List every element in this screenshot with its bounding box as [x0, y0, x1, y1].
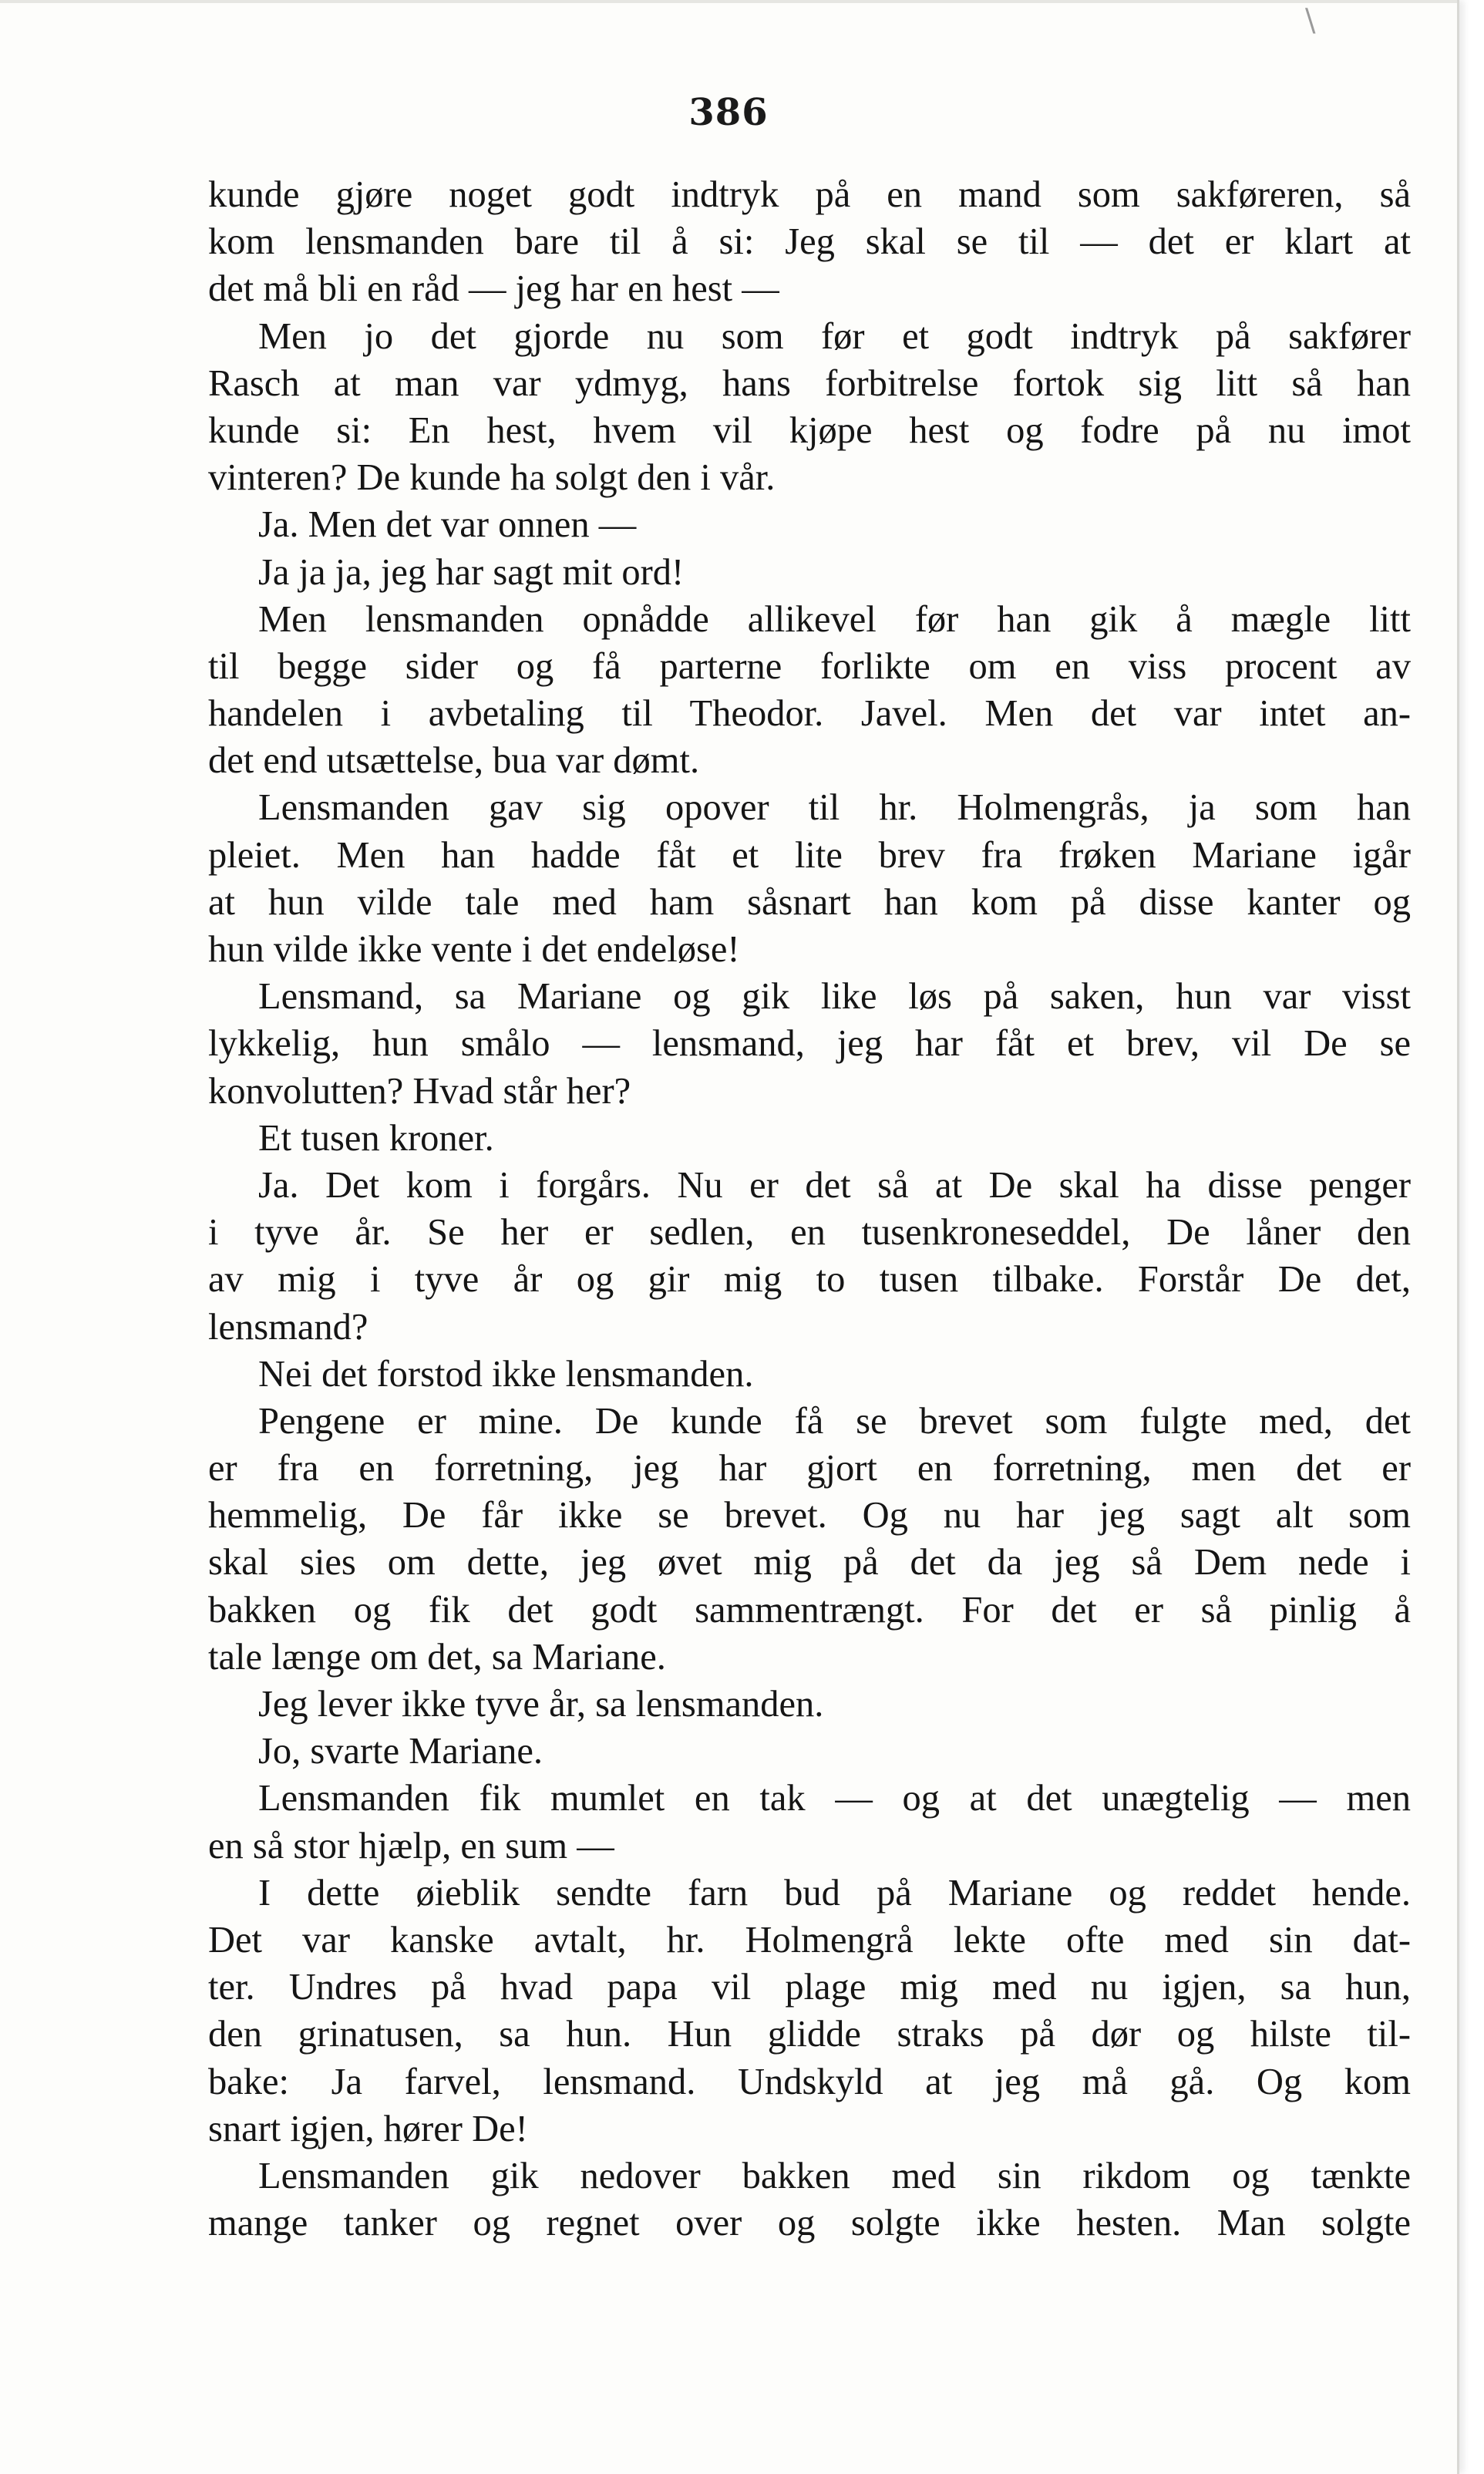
text-line: er fra en forretning, jeg har gjort en forretning, men det er [208, 1448, 1411, 1489]
text-line: I dette øieblik sendte farn bud på Mariane og reddet hende. [258, 1872, 1411, 1914]
text-line: mange tanker og regnet over og solgte ikke hesten. Man solgte [208, 2203, 1411, 2244]
text-line: kunde gjøre noget godt indtryk på en mand som sakføreren, så [208, 174, 1411, 215]
text-line: hemmelig, De får ikke se brevet. Og nu har jeg sagt alt som [208, 1495, 1411, 1537]
text-line: snart igjen, hører De! [208, 2108, 528, 2149]
text-line: at hun vilde tale med ham såsnart han kom på disse kanter og [208, 881, 1411, 923]
text-line: kunde si: En hest, hvem vil kjøpe hest og fodre på nu imot [208, 409, 1411, 451]
corner-pencil-mark: \ [1305, 3, 1316, 39]
text-line: pleiet. Men han hadde fåt et lite brev fra frøken Mariane igår [208, 834, 1411, 876]
text-line: av mig i tyve år og gir mig to tusen tilbake. Forstår De det, [208, 1259, 1411, 1301]
text-line: Ja. Men det var onnen — [258, 504, 637, 546]
text-line: Jeg lever ikke tyve år, sa lensmanden. [258, 1684, 824, 1725]
text-line: Lensmanden gik nedover bakken med sin rikdom og tænkte [258, 2155, 1411, 2196]
text-line: Ja ja ja, jeg har sagt mit ord! [258, 551, 685, 593]
text-line: Men jo det gjorde nu som før et godt indtryk på sakfører [258, 315, 1411, 357]
text-line: skal sies om dette, jeg øvet mig på det da jeg så Dem nede i [208, 1542, 1411, 1584]
text-line: Lensmanden gav sig opover til hr. Holmengrås, ja som han [258, 787, 1411, 829]
text-line: vinteren? De kunde ha solgt den i vår. [208, 457, 776, 499]
text-line: tale længe om det, sa Mariane. [208, 1636, 666, 1678]
text-line: ter. Undres på hvad papa vil plage mig med nu igjen, sa hun, [208, 1967, 1411, 2008]
text-line: Nei det forstod ikke lensmanden. [258, 1353, 754, 1395]
text-line: til begge sider og få parterne forlikte om en viss procent av [208, 645, 1411, 687]
text-line: Et tusen kroner. [258, 1117, 494, 1159]
text-line: det end utsættelse, bua var dømt. [208, 740, 700, 782]
text-line: i tyve år. Se her er sedlen, en tusenkroneseddel, De låner den [208, 1212, 1411, 1254]
page-top-edge [0, 0, 1457, 3]
text-line: lensmand? [208, 1306, 368, 1348]
text-line: lykkelig, hun smålo — lensmand, jeg har fåt et brev, vil De se [208, 1023, 1411, 1065]
text-line: Det var kanske avtalt, hr. Holmengrå lekte ofte med sin dat- [208, 1919, 1411, 1961]
text-line: hun vilde ikke vente i det endeløse! [208, 929, 740, 970]
text-line: det må bli en råd — jeg har en hest — [208, 268, 779, 310]
text-line: Ja. Det kom i forgårs. Nu er det så at De skal ha disse penger [258, 1164, 1411, 1206]
text-line: konvolutten? Hvad står her? [208, 1070, 631, 1112]
body-text [208, 171, 1411, 2247]
text-line: Men lensmanden opnådde allikevel før han gik å mægle litt [258, 598, 1411, 640]
text-line: Lensmand, sa Mariane og gik like løs på saken, hun var visst [258, 976, 1411, 1018]
text-line: kom lensmanden bare til å si: Jeg skal se til — det er klart at [208, 221, 1411, 263]
text-line: bake: Ja farvel, lensmand. Undskyld at jeg må gå. Og kom [208, 2061, 1411, 2102]
text-line: bakken og fik det godt sammentrængt. For det er så pinlig å [208, 1589, 1411, 1631]
text-line: Jo, svarte Mariane. [258, 1731, 543, 1772]
text-line: den grinatusen, sa hun. Hun glidde straks på dør og hilste til- [208, 2014, 1411, 2055]
text-line: Rasch at man var ydmyg, hans forbitrelse fortok sig litt så han [208, 362, 1411, 404]
text-line: Pengene er mine. De kunde få se brevet som fulgte med, det [258, 1400, 1411, 1442]
text-line: Lensmanden fik mumlet en tak — og at det unægtelig — men [258, 1778, 1411, 1819]
text-line: handelen i avbetaling til Theodor. Javel. Men det var intet an- [208, 693, 1411, 735]
page-number: 386 [688, 91, 769, 134]
text-line: en så stor hjælp, en sum — [208, 1825, 614, 1866]
